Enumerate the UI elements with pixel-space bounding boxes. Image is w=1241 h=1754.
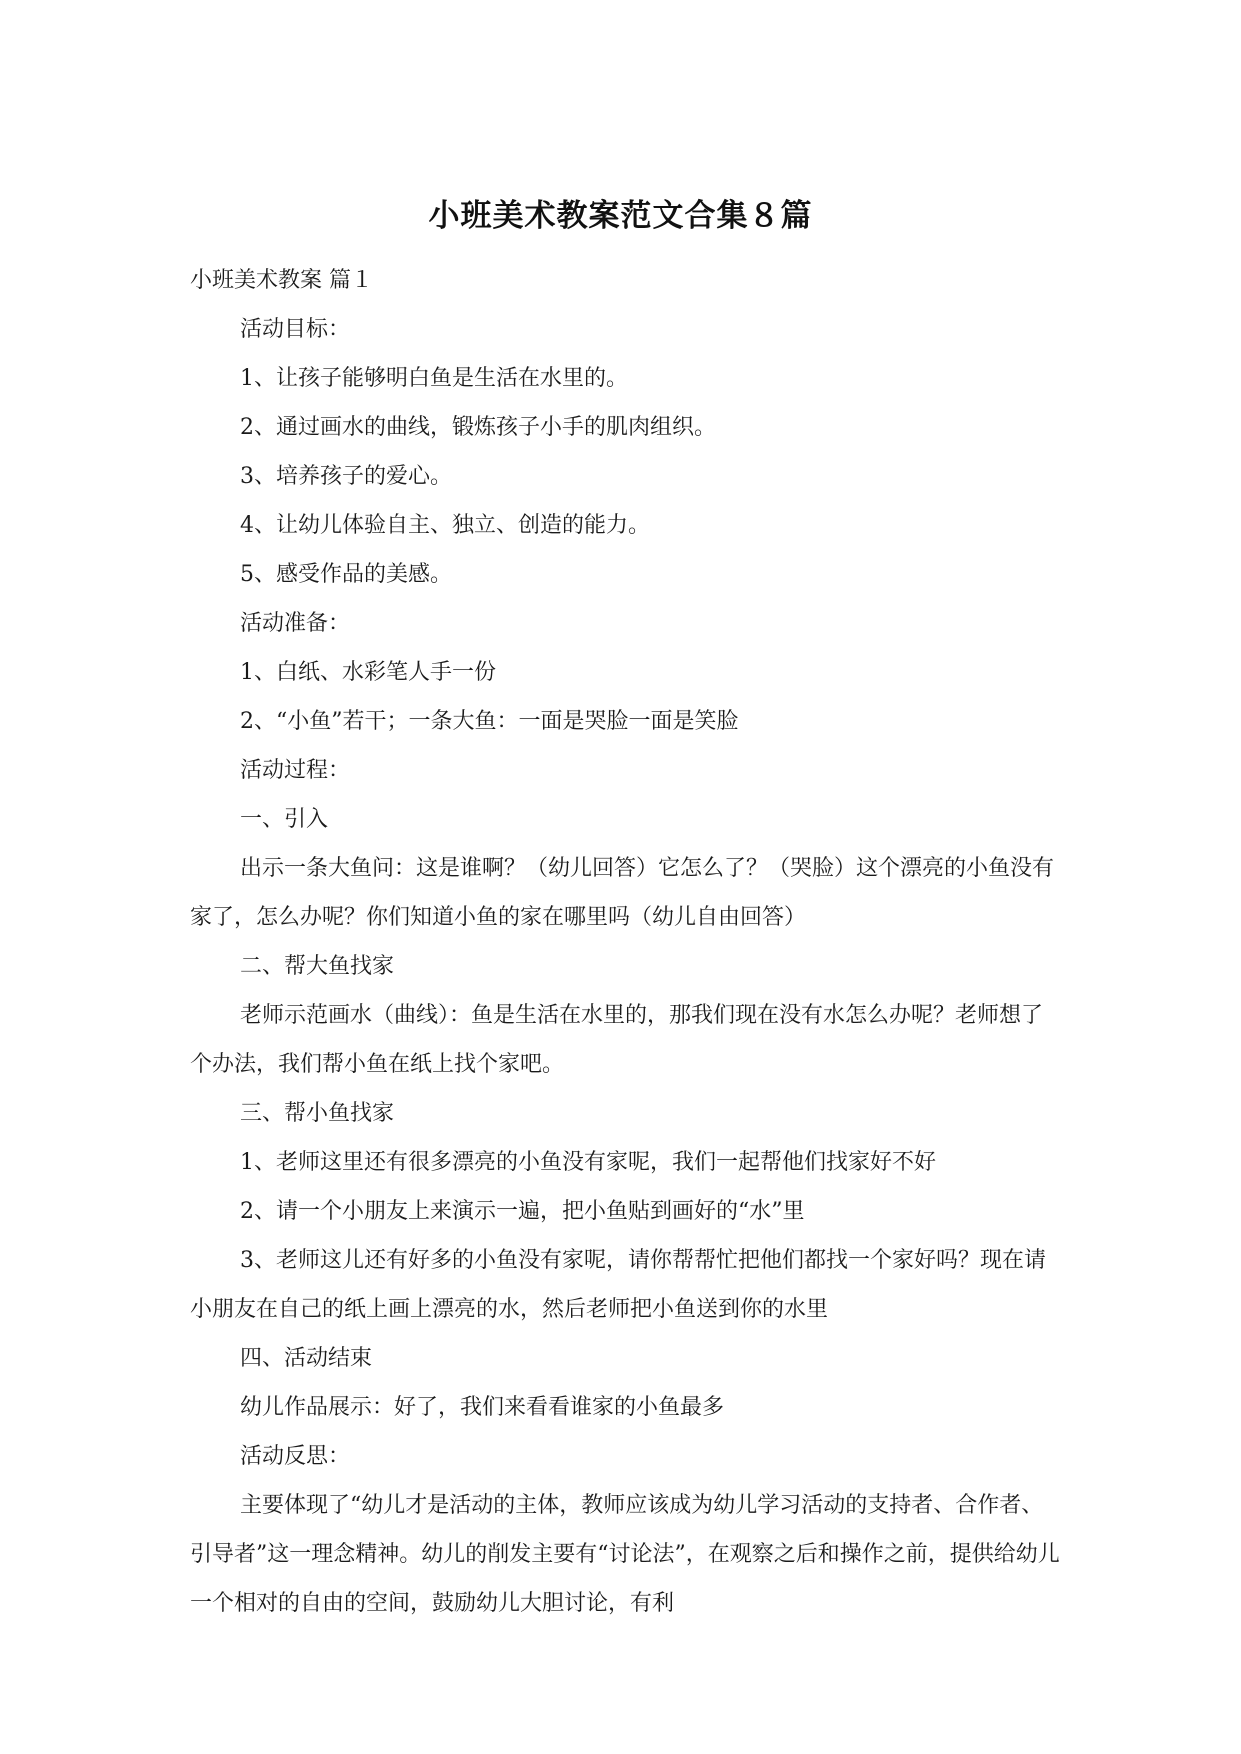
paragraph: 主要体现了“幼儿才是活动的主体，教师应该成为幼儿学习活动的支持者、合作者、引导者”这一理念精神。幼儿的削发主要有“讨论法”，在观察之后和操作之前，提供给幼儿一个相对的自由的空间，鼓励幼儿大胆讨论，有利 <box>190 1493 1060 1616</box>
paragraph: 4、让幼儿体验自主、独立、创造的能力。 <box>240 513 650 538</box>
paragraph: 幼儿作品展示：好了，我们来看看谁家的小鱼最多 <box>240 1395 725 1420</box>
paragraph: 活动过程： <box>240 758 351 783</box>
paragraph: 1、让孩子能够明白鱼是生活在水里的。 <box>240 366 628 391</box>
paragraph: 3、老师这儿还有好多的小鱼没有家呢，请你帮帮忙把他们都找一个家好吗？现在请小朋友在自己的纸上画上漂亮的水，然后老师把小鱼送到你的水里 <box>190 1248 1046 1322</box>
paragraph: 2、“小鱼”若干；一条大鱼：一面是哭脸一面是笑脸 <box>240 709 739 734</box>
paragraph: 2、通过画水的曲线，锻炼孩子小手的肌肉组织。 <box>240 415 716 440</box>
paragraph: 二、帮大鱼找家 <box>240 954 395 979</box>
section-title: 小班美术教案 篇１ <box>190 268 373 293</box>
paragraph: 四、活动结束 <box>240 1346 373 1371</box>
document-body <box>190 256 1060 1628</box>
paragraph: 活动反思： <box>240 1444 351 1469</box>
paragraph: 一、引入 <box>240 807 329 832</box>
paragraph: 老师示范画水（曲线）：鱼是生活在水里的，那我们现在没有水怎么办呢？老师想了个办法，我们帮小鱼在纸上找个家吧。 <box>190 1003 1044 1077</box>
document-title: 小班美术教案范文合集８篇 <box>428 198 813 234</box>
paragraph: 1、老师这里还有很多漂亮的小鱼没有家呢，我们一起帮他们找家好不好 <box>240 1150 936 1175</box>
paragraph: 活动目标： <box>240 317 351 342</box>
paragraph: 1、白纸、水彩笔人手一份 <box>240 660 496 685</box>
paragraph: 活动准备： <box>240 611 351 636</box>
paragraph: 2、请一个小朋友上来演示一遍，把小鱼贴到画好的“水”里 <box>240 1199 805 1224</box>
paragraph: 出示一条大鱼问：这是谁啊？（幼儿回答）它怎么了？（哭脸）这个漂亮的小鱼没有家了，怎么办呢？你们知道小鱼的家在哪里吗（幼儿自由回答） <box>190 856 1055 930</box>
paragraph: 5、感受作品的美感。 <box>240 562 452 587</box>
paragraph: 3、培养孩子的爱心。 <box>240 464 452 489</box>
paragraph: 三、帮小鱼找家 <box>240 1101 395 1126</box>
